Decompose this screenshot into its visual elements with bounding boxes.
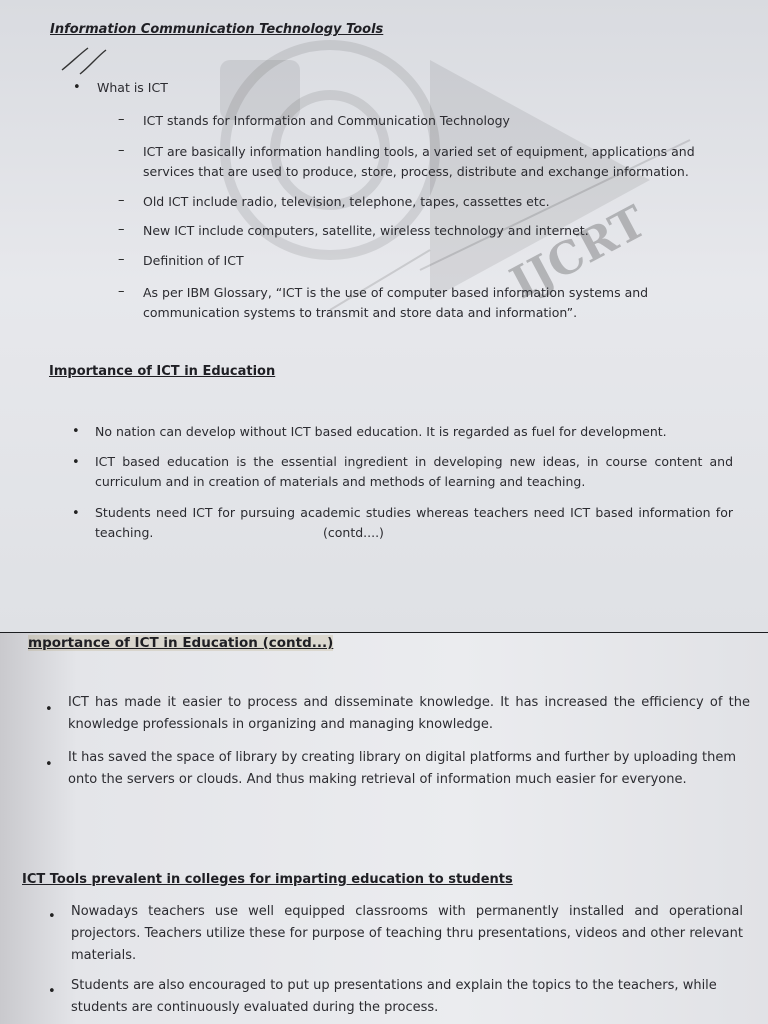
list-item: It has saved the space of library by creating library on digital platforms and further by uploading them onto the servers or clouds. And thus making retrieval of information much easier for everyone. (68, 750, 737, 787)
list-item: ICT are basically information handling tools, a varied set of equipment, applications and services that are used to produce, store, process, distribute and exchange information. (143, 144, 695, 179)
page-title: Information Communication Technology Tools (50, 22, 384, 37)
bullet-icon: • (45, 757, 53, 772)
list-item: ICT based education is the essential ingredient in developing new ideas, in course content and curriculum and in creation of materials and methods of learning and teaching. (95, 454, 733, 489)
dash-icon: – (118, 112, 125, 127)
dash-icon: – (118, 193, 125, 208)
bullet-icon: • (45, 702, 53, 717)
bullet-icon: • (48, 984, 56, 999)
continued-note: (contd....) (323, 525, 384, 540)
list-item: Old ICT include radio, television, telephone, tapes, cassettes etc. (143, 194, 550, 209)
bullet-icon: • (72, 506, 80, 521)
list-item: New ICT include computers, satellite, wireless technology and internet. (143, 223, 589, 238)
list-item: No nation can develop without ICT based education. It is regarded as fuel for development. (95, 424, 667, 439)
section-heading-importance-contd: mportance of ICT in Education (contd...) (28, 635, 334, 651)
list-item: As per IBM Glossary, “ICT is the use of computer based information systems and communication systems to transmit and store data and information”. (143, 285, 649, 320)
dash-icon: – (118, 284, 125, 299)
bullet-icon: • (73, 80, 81, 95)
bullet-icon: • (72, 455, 80, 470)
list-item: Students are also encouraged to put up presentations and explain the topics to the teachers, while students are continuously evaluated during the process. (71, 978, 717, 1015)
document-page-2 (0, 633, 768, 1024)
list-item: ICT has made it easier to process and disseminate knowledge. It has increased the efficiency of the knowledge professionals in organizing and managing knowledge. (68, 695, 750, 732)
dash-icon: – (118, 143, 125, 158)
bullet-icon: • (48, 909, 56, 924)
section-heading-ict-tools: ICT Tools prevalent in colleges for imparting education to students (22, 872, 513, 887)
list-item: Students need ICT for pursuing academic studies whereas teachers need ICT based information for teaching. (95, 505, 733, 540)
dash-icon: – (118, 222, 125, 237)
list-item: Definition of ICT (143, 253, 244, 268)
list-item: ICT stands for Information and Communication Technology (143, 113, 510, 128)
bullet-icon: • (72, 424, 80, 439)
dash-icon: – (118, 252, 125, 267)
watermark-text: IJCRT (502, 196, 655, 310)
list-item: Nowadays teachers use well equipped classrooms with permanently installed and operational projectors. Teachers utilize these for purpose of teaching thru presentations, videos and other relevant materials. (71, 904, 743, 963)
list-item-what-is-ict: What is ICT (97, 80, 168, 95)
section-heading-importance: Importance of ICT in Education (49, 364, 276, 379)
